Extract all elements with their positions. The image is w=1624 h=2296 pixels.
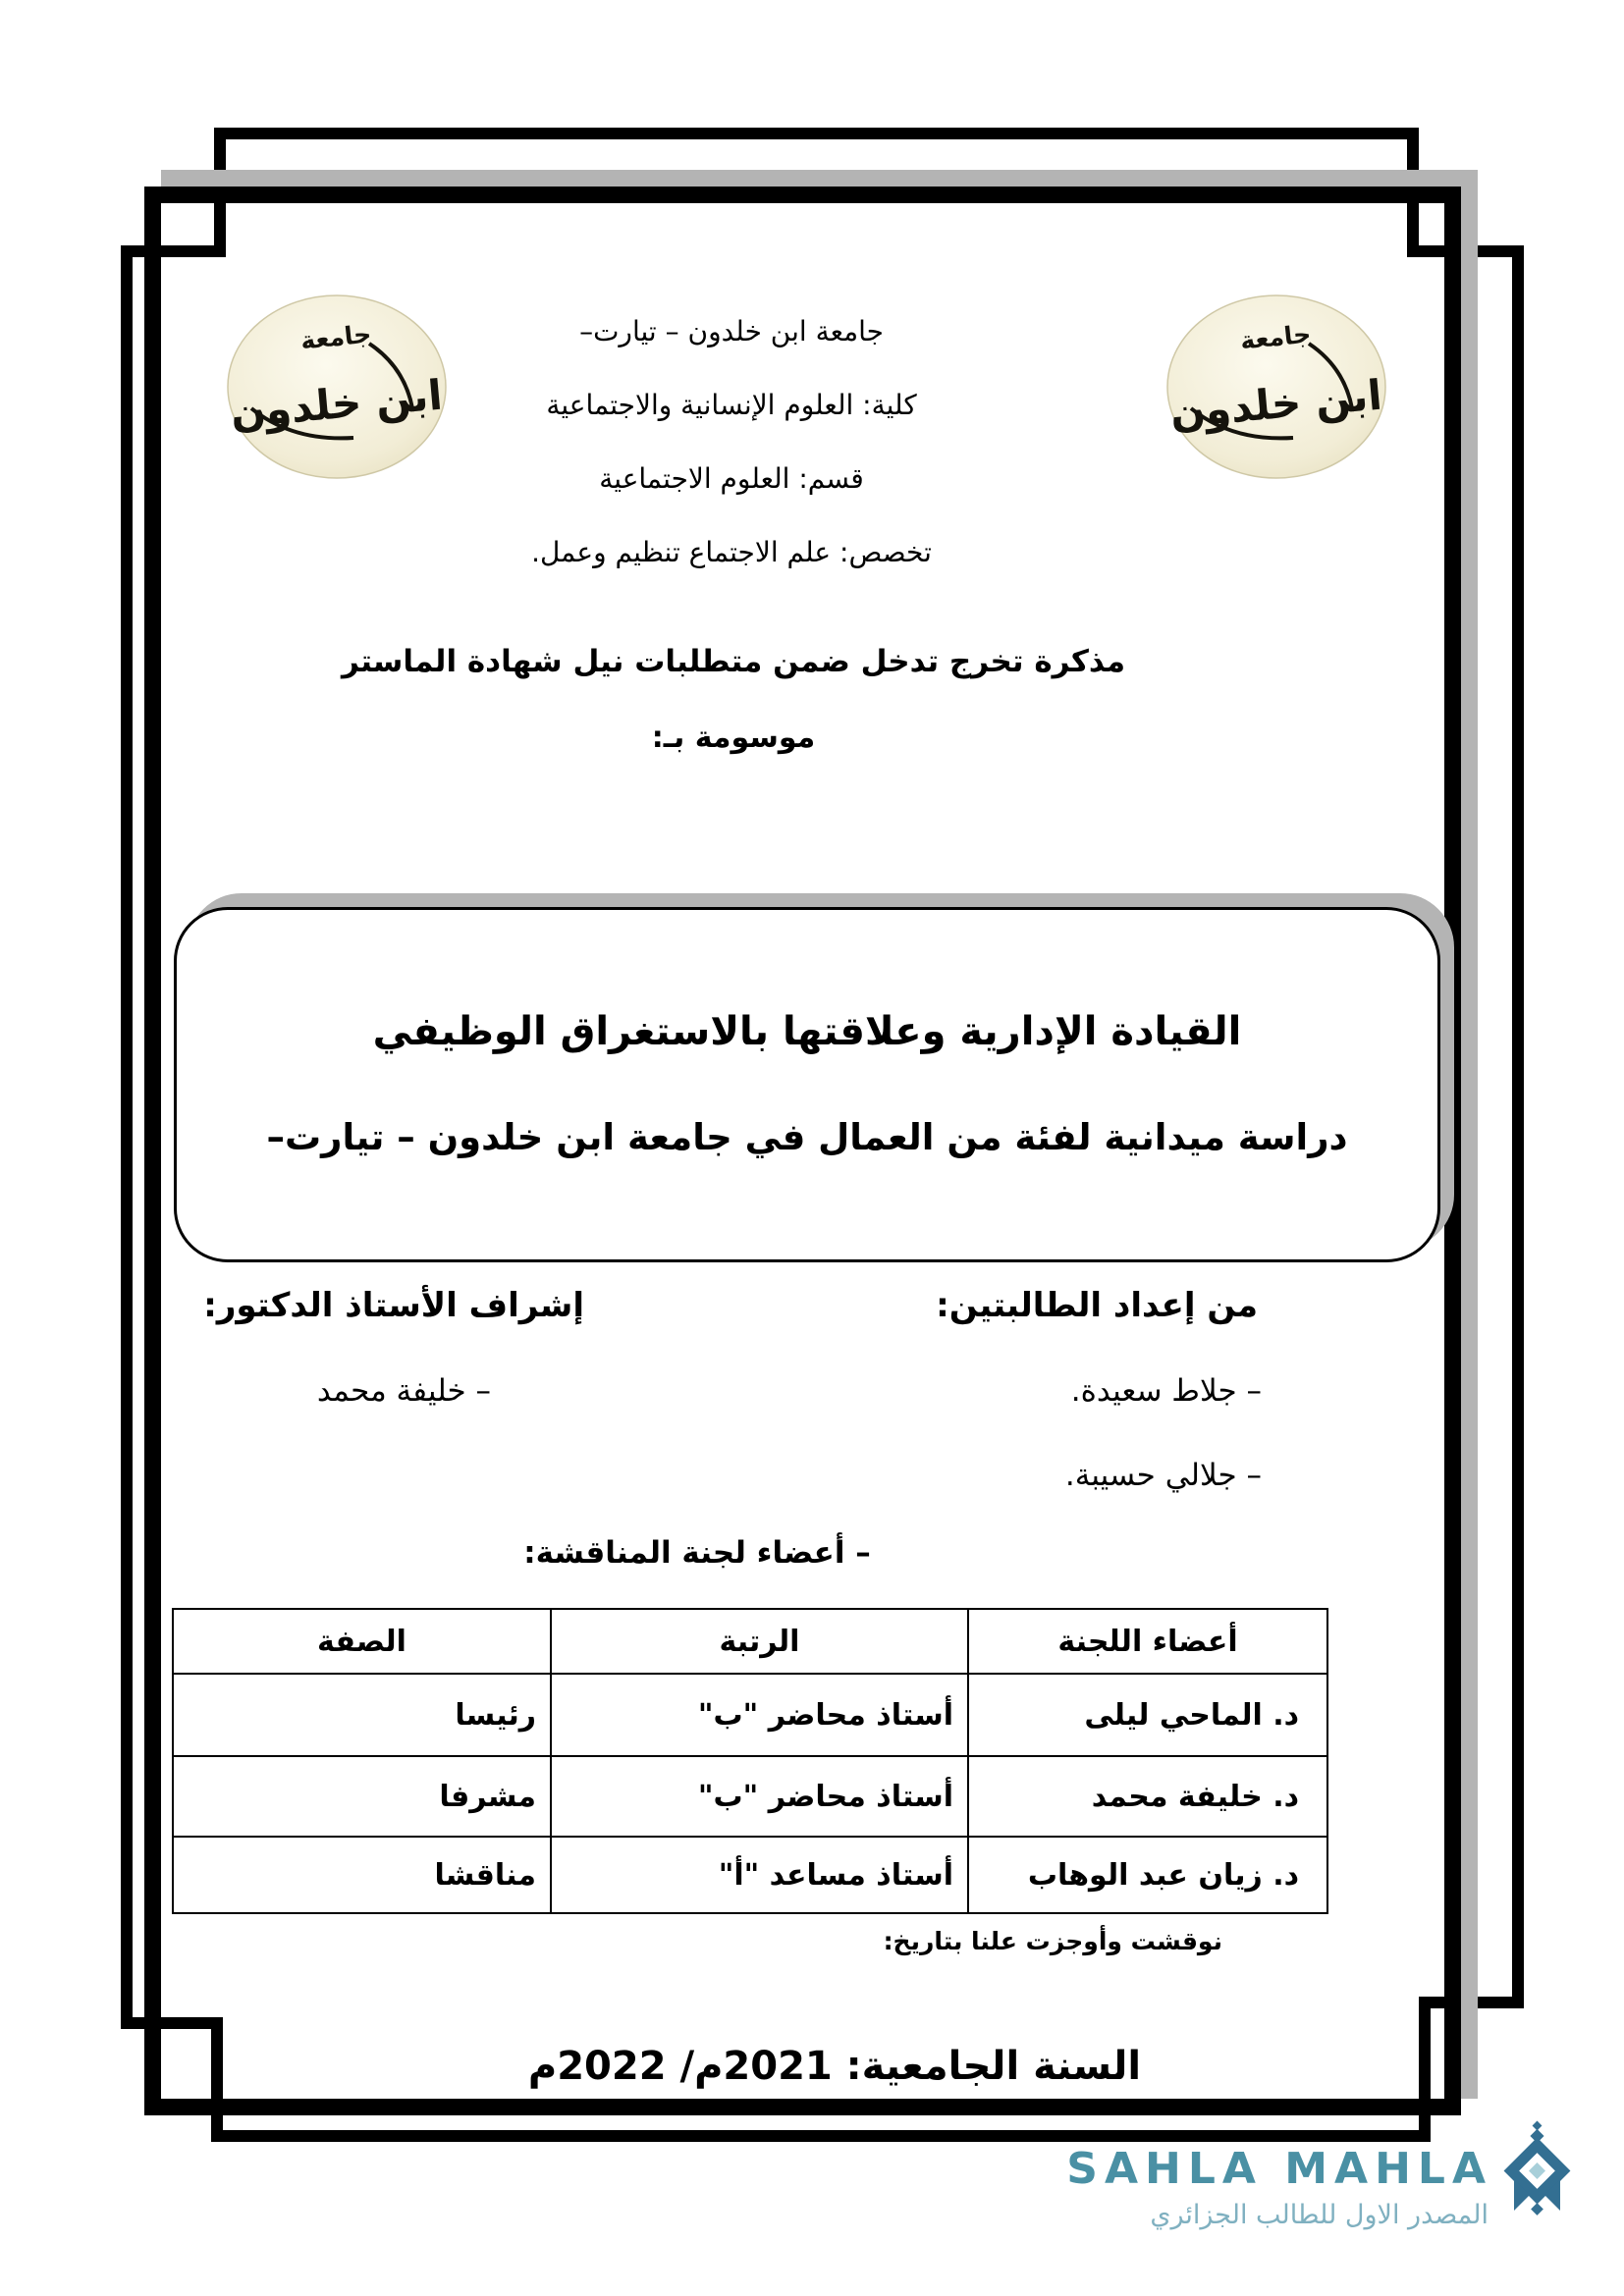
table-row [173,1756,1327,1837]
thesis-title-box [174,907,1440,1262]
table-header-row [173,1609,1327,1674]
member-name: د. زيان عبد الوهاب [968,1837,1327,1913]
university-seal-right [1164,293,1389,481]
seal-word-top: جامعة [1238,319,1313,355]
member-role: مشرفا [173,1756,551,1837]
table-header-rank: الرتبة [551,1609,968,1674]
header-university-line: جامعة ابن خلدون – تيارت– [579,315,884,347]
header-specialty-line: تخصص: علم الاجتماع تنظيم وعمل. [531,536,932,568]
table-header-members: أعضاء اللجنة [968,1609,1327,1674]
table-row [173,1837,1327,1913]
student-name-1: – جلاط سعيدة. [1070,1373,1262,1409]
member-rank: أستاذ محاضر "ب" [551,1674,968,1756]
member-rank: أستاذ محاضر "ب" [551,1756,968,1837]
thesis-title-subtitle: دراسة ميدانية لفئة من العمال في جامعة ابن خلدون – تيارت– [266,1116,1348,1158]
watermark-emblem-icon [1500,2118,1573,2218]
supervisor-name: – خليفة محمد [316,1373,491,1409]
defense-date-note: نوقشت وأوجزت علنا بتاريخ: [883,1927,1222,1955]
member-name: د. خليفة محمد [968,1756,1327,1837]
member-name: د. الماحي ليلى [968,1674,1327,1756]
committee-table [172,1608,1328,1914]
seal-word-main: ابن خلدون [1167,370,1384,438]
table-row [173,1674,1327,1756]
institution-header [442,294,1021,589]
seal-word-main: ابن خلدون [228,370,445,438]
member-rank: أستاذ مساعد "أ" [551,1837,968,1913]
member-role: رئيسا [173,1674,551,1756]
titled-label: موسومة بـ: [651,721,816,755]
authors-heading: من إعداد الطالبتين: [936,1286,1258,1325]
seal-word-top: جامعة [298,319,373,355]
table-header-role: الصفة [173,1609,551,1674]
thesis-type-line: مذكرة تخرج تدخل ضمن متطلبات نيل شهادة الماستر [341,644,1126,679]
watermark-tagline: المصدر الاول للطالب الجزائري [1150,2200,1489,2230]
watermark-brand: SAHLA MAHLA [1066,2144,1492,2194]
header-department-line: قسم: العلوم الاجتماعية [599,462,864,495]
thesis-title-main: القيادة الإدارية وعلاقتها بالاستغراق الوظيفي [372,1009,1242,1054]
supervisor-heading: إشراف الأستاذ الدكتور: [203,1286,584,1325]
academic-year: السنة الجامعية: 2021م/ 2022م [527,2044,1142,2089]
student-name-2: – جلالي حسيبة. [1064,1458,1262,1493]
university-seal-left [224,293,450,481]
committee-heading: – أعضاء لجنة المناقشة: [523,1535,871,1571]
header-faculty-line: كلية: العلوم الإنسانية والاجتماعية [546,389,917,421]
member-role: مناقشا [173,1837,551,1913]
